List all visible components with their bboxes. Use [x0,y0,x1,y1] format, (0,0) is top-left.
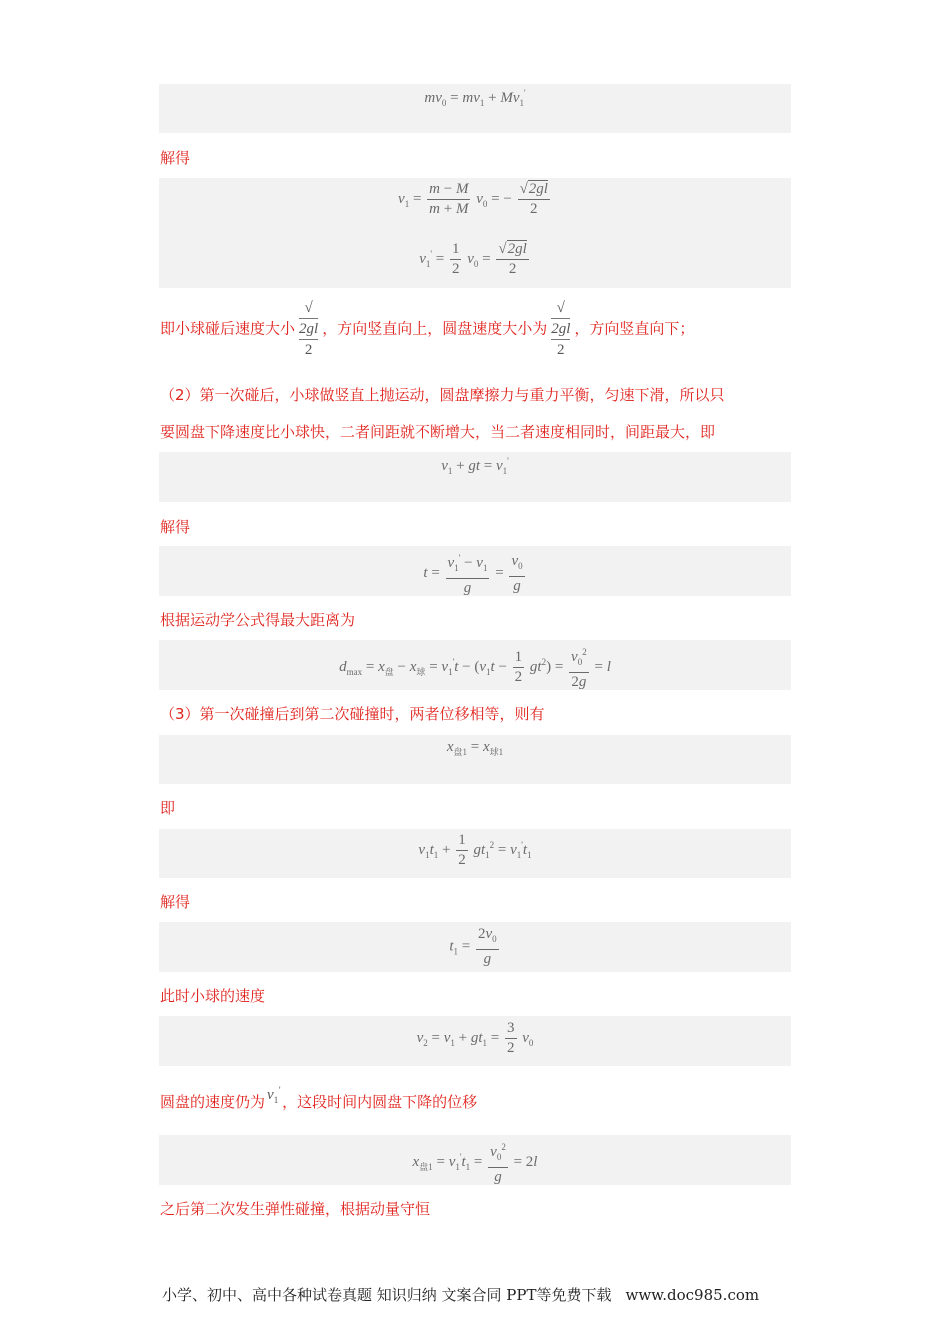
text-disk-b: ，这段时间内圆盘下降的位移 [282,1093,478,1111]
equation-block-t1 [159,922,791,972]
equation-v2: $v_2 = v_1 + gt_1$ = $\frac{3}{2}$ $v_0$ [416,1020,534,1056]
text-max-distance: 根据运动学公式得最大距离为 [160,611,356,629]
text-solve-3: 解得 [160,893,191,911]
equation-block-v2 [159,1016,791,1066]
equation-time: t = $\frac{v_1' - v_1}{g}$ = $\frac{v_0}{g}$ [159,549,791,598]
equation-block-velocities [159,178,791,288]
equation-block-momentum [159,84,791,133]
text-disk-a: 圆盘的速度仍为 [160,1093,266,1111]
text-solve-2: 解得 [160,518,191,536]
equation-displacement-equal: $x_{盘1} = x_{球1}$ [446,739,504,757]
equation-v1: $v_1$ = $\frac{m - M}{m + M}$ $v_0$ = − $\frac{√2gl}{2}$ [398,181,548,217]
text-ball-speed: 此时小球的速度 [160,987,266,1005]
page-footer [162,1284,759,1305]
text-speed-b: ，方向竖直向上，圆盘速度大小为 [322,319,548,338]
equation-kinematics: $v_1t_1$ + $\frac{1}{2}$ $gt_1^2 = v_1't_1$ [418,832,532,868]
equation-block-kinematics [159,829,791,878]
text-part3: （3）第一次碰撞后到第二次碰撞时，两者位移相等，则有 [160,705,545,723]
footer-text: 小学、初中、高中各种试卷真题 知识归纳 文案合同 PPT等免费下载 [162,1286,612,1304]
equation-block-disk-displacement [159,1135,791,1185]
equation-momentum: $mv_0 = mv_1 + Mv_1'$ [424,88,526,108]
inline-fraction-sqrt2gl-over-2-b: √ 2gl 2 [551,300,571,358]
equation-block-displacement-equal [159,735,791,784]
equation-block-equal-speed [159,452,791,502]
text-after-collision: 之后第二次发生弹性碰撞，根据动量守恒 [160,1200,431,1218]
text-part2-line2: 要圆盘下降速度比小球快，二者间距就不断增大，当二者速度相同时，间距最大，即 [160,423,716,441]
text-part2-line1: （2）第一次碰后，小球做竖直上抛运动，圆盘摩擦力与重力平衡，匀速下滑，所以只 [160,386,725,404]
text-ji: 即 [160,799,176,817]
text-speed-result [160,298,694,360]
footer-url[interactable]: www.doc985.com [625,1286,760,1304]
equation-t1: $t_1$ = $\frac{2v_0}{g}$ [449,926,497,967]
equation-equal-speed: $v_1$ + gt = $v_1'$ [441,456,509,476]
text-speed-a: 即小球碰后速度大小 [160,319,296,338]
text-speed-c: ，方向竖直向下； [574,319,695,338]
inline-fraction-sqrt2gl-over-2: √ 2gl 2 [299,300,319,358]
text-solve-1: 解得 [160,149,191,167]
equation-v1-prime: $v_1'$ = $\frac{1}{2}$ $v_0$ = $\frac{√2gl}{2}$ [419,241,527,277]
equation-dmax: $d_{max} = x_盘 - x_球 = v_1't - (v_1t$ − $\frac{1}{2}$ $gt^2$) = $\frac{v_0^2}{2g}$ = l [159,643,791,692]
equation-block-dmax [159,640,791,690]
equation-disk-displacement: $x_{盘1} = v_1't_1$ = $\frac{v_0^2}{g}$ = 2l [159,1138,791,1187]
text-disk-speed [160,1085,478,1118]
inline-v1-prime: $v_1'$ [267,1085,281,1105]
equation-block-time [159,546,791,596]
